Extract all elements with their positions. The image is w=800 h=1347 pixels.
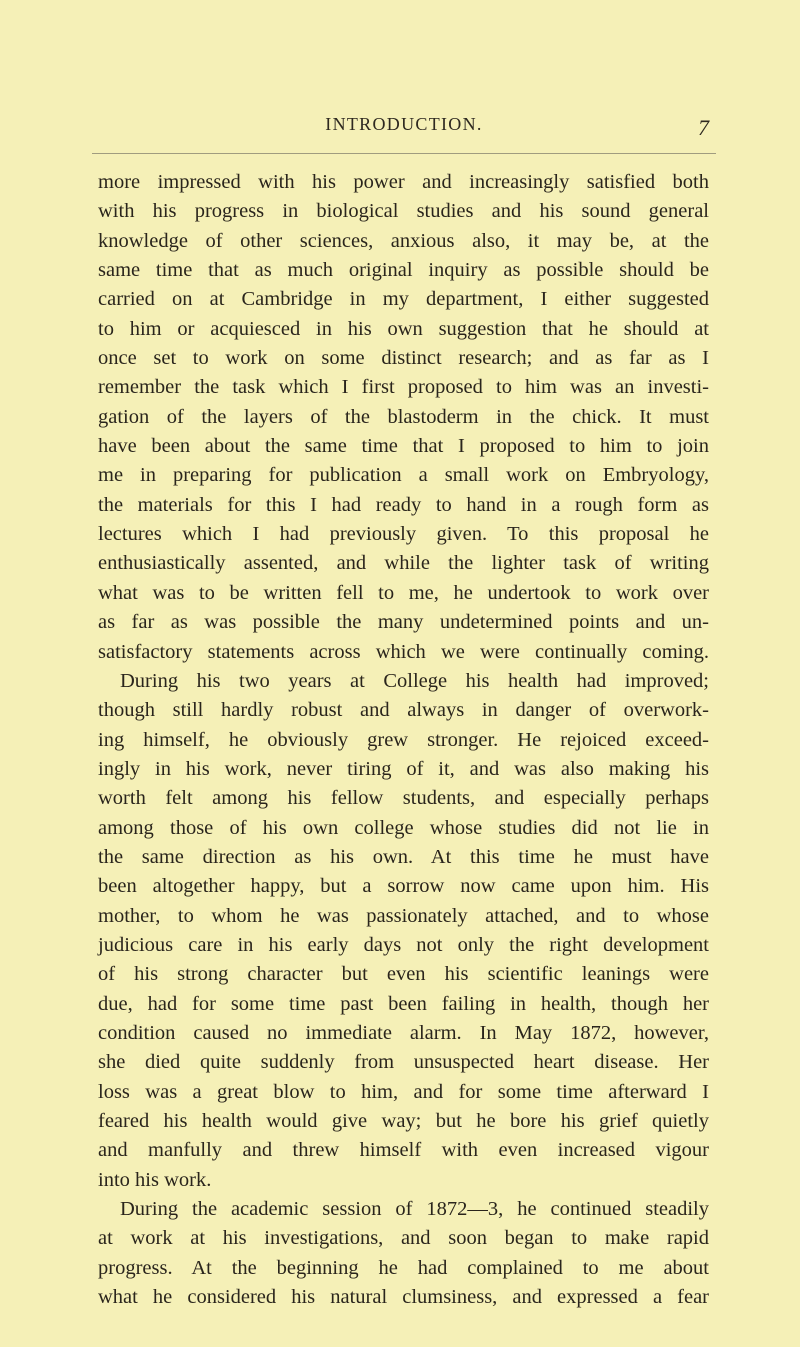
text-line: judicious care in his early days not only the right development <box>98 933 709 956</box>
text-line: remember the task which I first proposed to him was an investi- <box>98 376 709 399</box>
text-line: condition caused no immediate alarm. In May 1872, however, <box>98 1021 709 1044</box>
text-line: During the academic session of 1872—3, he continued steadily <box>120 1198 709 1221</box>
text-line: what he considered his natural clumsiness, and expressed a fear <box>98 1286 709 1309</box>
text-line: During his two years at College his health had improved; <box>120 669 709 692</box>
text-line: lectures which I had previously given. To this proposal he <box>98 523 709 546</box>
text-line: once set to work on some distinct research; and as far as I <box>98 347 709 370</box>
running-title: INTRODUCTION. <box>325 114 483 134</box>
text-line: mother, to whom he was passionately attached, and to whose <box>98 904 709 927</box>
text-line: same time that as much original inquiry as possible should be <box>98 259 709 282</box>
text-line: progress. At the beginning he had complained to me about <box>98 1256 709 1279</box>
text-line: the same direction as his own. At this time he must have <box>98 845 709 868</box>
text-line: into his work. <box>98 1168 212 1191</box>
text-line: and manfully and threw himself with even increased vigour <box>98 1139 709 1162</box>
text-line: loss was a great blow to him, and for some time afterward I <box>98 1080 709 1103</box>
text-line: gation of the layers of the blastoderm in the chick. It must <box>98 405 709 428</box>
text-line: to him or acquiesced in his own suggestion that he should at <box>98 317 709 340</box>
text-line: feared his health would give way; but he bore his grief quietly <box>98 1110 709 1132</box>
text-line: though still hardly robust and always in danger of overwork- <box>98 699 709 722</box>
text-line: been altogether happy, but a sorrow now came upon him. His <box>98 875 709 898</box>
text-line: knowledge of other sciences, anxious also, it may be, at the <box>98 229 709 252</box>
text-line: at work at his investigations, and soon began to make rapid <box>98 1227 709 1250</box>
text-line: carried on at Cambridge in my department, I either suggested <box>98 288 709 311</box>
text-line: more impressed with his power and increasingly satisfied both <box>98 171 709 193</box>
page-number: 7 <box>698 115 709 140</box>
text-line: ing himself, he obviously grew stronger. He rejoiced exceed- <box>98 728 709 751</box>
text-line: me in preparing for publication a small work on Embryology, <box>98 464 709 487</box>
text-line: the materials for this I had ready to hand in a rough form as <box>98 493 709 516</box>
body-text <box>98 168 709 1312</box>
running-head <box>95 112 713 146</box>
text-line: have been about the same time that I proposed to him to join <box>98 435 709 458</box>
text-line: satisfactory statements across which we were continually coming. <box>98 640 709 663</box>
text-line: what was to be written fell to me, he undertook to work over <box>98 581 709 604</box>
text-line: of his strong character but even his scientific leanings were <box>98 963 709 986</box>
text-line: with his progress in biological studies and his sound general <box>98 200 709 223</box>
text-line: worth felt among his fellow students, and especially perhaps <box>98 787 709 810</box>
text-line: she died quite suddenly from unsuspected heart disease. Her <box>98 1051 709 1074</box>
text-line: as far as was possible the many undetermined points and un- <box>98 611 709 634</box>
text-line: among those of his own college whose studies did not lie in <box>98 816 709 839</box>
text-line: ingly in his work, never tiring of it, and was also making his <box>98 757 709 780</box>
text-line: due, had for some time past been failing in health, though her <box>98 992 709 1015</box>
text-line: enthusiastically assented, and while the lighter task of writing <box>98 552 709 575</box>
header-rule <box>92 153 716 154</box>
